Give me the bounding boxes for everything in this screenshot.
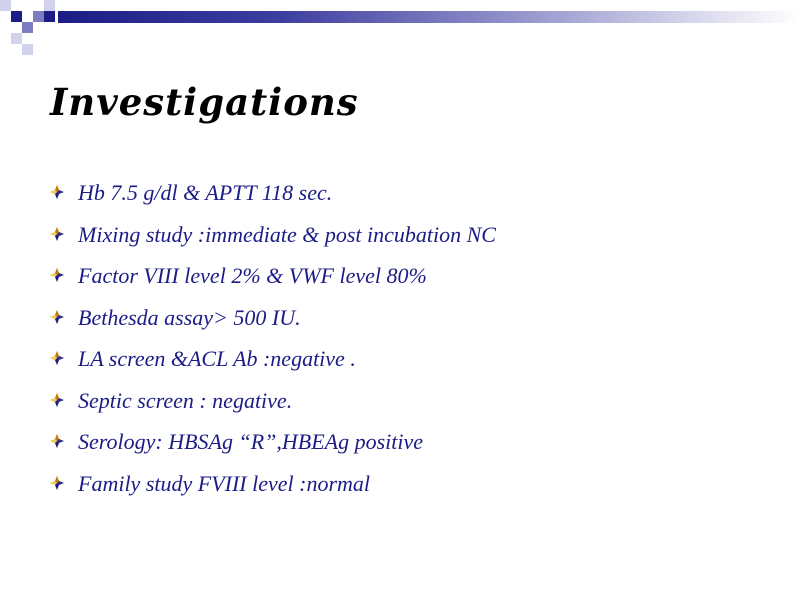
- decor-square: [0, 0, 11, 11]
- list-item: [50, 427, 496, 469]
- list-item: [50, 261, 496, 303]
- decor-square: [33, 11, 44, 22]
- bullet-text: Serology: HBSAg “R”,HBEAg positive: [78, 429, 424, 454]
- bullet-text: Hb 7.5 g/dl & APTT 118 sec.: [78, 180, 333, 205]
- list-item: [50, 344, 496, 386]
- decor-square: [11, 11, 22, 22]
- list-item: [50, 386, 496, 428]
- bullet-text: Mixing study :immediate & post incubation NC: [78, 221, 496, 247]
- list-item: [50, 178, 496, 220]
- four-pointed-star-icon: [50, 476, 64, 490]
- four-pointed-star-icon: [50, 351, 64, 365]
- four-pointed-star-icon: [50, 434, 64, 448]
- four-pointed-star-icon: [50, 268, 64, 282]
- bullet-text: Factor VIII level 2% & VWF level 80%: [78, 263, 427, 288]
- bullet-text: Bethesda assay> 500 IU.: [78, 304, 301, 330]
- decor-square: [44, 11, 55, 22]
- four-pointed-star-icon: [50, 227, 64, 241]
- list-item: [50, 220, 496, 262]
- four-pointed-star-icon: [50, 310, 64, 324]
- slide-title: Investigations: [50, 80, 359, 124]
- decor-square: [11, 33, 22, 44]
- four-pointed-star-icon: [50, 185, 64, 199]
- four-pointed-star-icon: [50, 393, 64, 407]
- bullet-text: Family study FVIII level :normal: [78, 470, 371, 496]
- bullet-text: LA screen &ACL Ab :negative .: [78, 346, 356, 371]
- bullet-text: Septic screen : negative.: [78, 387, 293, 413]
- list-item: [50, 469, 496, 511]
- list-item: [50, 303, 496, 345]
- decor-square: [44, 0, 55, 11]
- decor-square: [22, 22, 33, 33]
- bullet-list: [50, 178, 496, 510]
- title-bar-gradient: [58, 11, 800, 23]
- decor-square: [22, 44, 33, 55]
